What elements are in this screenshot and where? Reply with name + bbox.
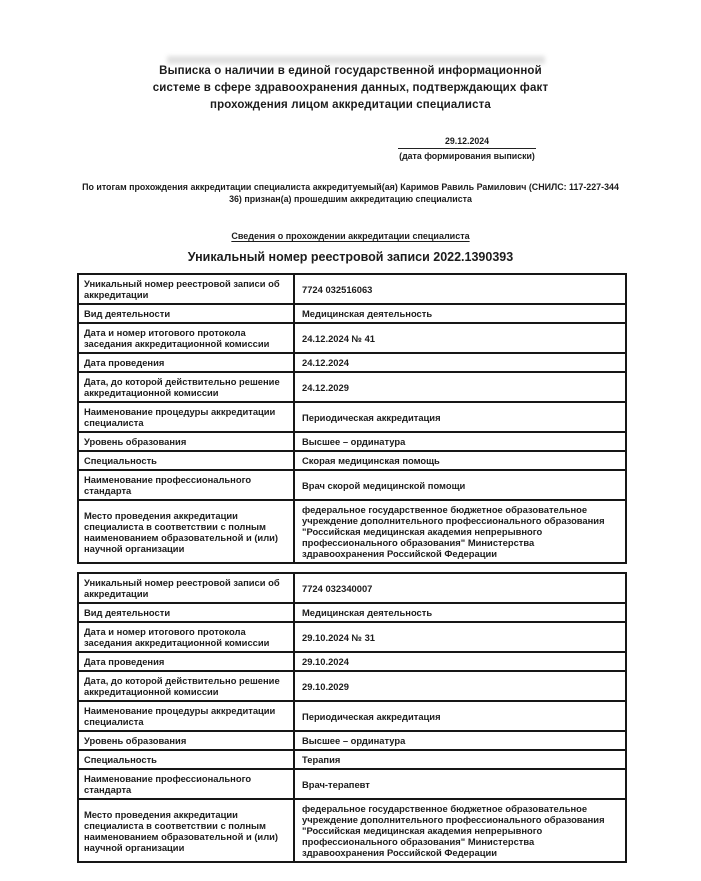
field-value: Периодическая аккредитация [294, 402, 626, 432]
field-value: Периодическая аккредитация [294, 701, 626, 731]
document-title-line-3: прохождения лицом аккредитации специалиста [210, 99, 491, 111]
table-row [78, 799, 626, 862]
field-label: Уникальный номер реестровой записи об аккредитации [78, 573, 294, 603]
field-value: федеральное государственное бюджетное образовательное учреждение дополнительного профессионального образования "Российская медицинская академия непрерывного профессионального образования" Министерства здравоохранения Российской Федерации [294, 799, 626, 862]
table-row [78, 432, 626, 451]
field-value: Высшее – ординатура [294, 432, 626, 451]
field-label: Место проведения аккредитации специалиста в соответствии с полным наименованием образовательной и (или) научной организации [78, 799, 294, 862]
table-row [78, 304, 626, 323]
field-label: Наименование процедуры аккредитации специалиста [78, 701, 294, 731]
field-value: 7724 032340007 [294, 573, 626, 603]
scan-artifact [167, 56, 545, 64]
field-value: 29.10.2024 [294, 652, 626, 671]
field-label: Вид деятельности [78, 603, 294, 622]
field-value: 7724 032516063 [294, 274, 626, 304]
field-value: 24.12.2029 [294, 372, 626, 402]
field-label: Дата, до которой действительно решение аккредитационной комиссии [78, 372, 294, 402]
table-row [78, 402, 626, 432]
field-value: Высшее – ординатура [294, 731, 626, 750]
accreditation-record-table-2 [77, 572, 627, 863]
field-value: федеральное государственное бюджетное образовательное учреждение дополнительного профессионального образования "Российская медицинская академия непрерывного профессионального образования" Министерства здравоохранения Российской Федерации [294, 500, 626, 563]
table-row [78, 353, 626, 372]
accreditation-record-table-1 [77, 273, 627, 564]
field-label: Уникальный номер реестровой записи об аккредитации [78, 274, 294, 304]
table-row [78, 750, 626, 769]
table-row [78, 652, 626, 671]
field-value: Врач-терапевт [294, 769, 626, 799]
field-label: Дата и номер итогового протокола заседания аккредитационной комиссии [78, 323, 294, 353]
table-row [78, 372, 626, 402]
field-value: Терапия [294, 750, 626, 769]
table-row [78, 451, 626, 470]
table-row [78, 603, 626, 622]
field-label: Наименование профессионального стандарта [78, 769, 294, 799]
extract-date-caption: (дата формирования выписки) [399, 151, 535, 161]
field-value: 24.12.2024 [294, 353, 626, 372]
field-label: Уровень образования [78, 731, 294, 750]
table-row [78, 323, 626, 353]
field-value: Скорая медицинская помощь [294, 451, 626, 470]
field-value: Медицинская деятельность [294, 304, 626, 323]
field-label: Место проведения аккредитации специалиста в соответствии с полным наименованием образовательной и (или) научной организации [78, 500, 294, 563]
field-value: 29.10.2029 [294, 671, 626, 701]
field-label: Дата проведения [78, 353, 294, 372]
field-value: Медицинская деятельность [294, 603, 626, 622]
field-label: Уровень образования [78, 432, 294, 451]
table-row [78, 500, 626, 563]
table-row [78, 731, 626, 750]
table-row [78, 769, 626, 799]
accreditation-summary-text: По итогам прохождения аккредитации специалиста аккредитуемый(ая) Каримов Равиль Рамилович (СНИЛС: 117-227-344 36) признан(а) прошедшим аккредитацию специалиста [82, 182, 619, 204]
field-label: Дата проведения [78, 652, 294, 671]
section-heading: Сведения о прохождении аккредитации специалиста [231, 231, 470, 241]
field-label: Вид деятельности [78, 304, 294, 323]
extract-date-block [391, 136, 543, 162]
field-label: Специальность [78, 451, 294, 470]
registry-number-heading: Уникальный номер реестровой записи 2022.1390393 [187, 250, 514, 264]
field-label: Наименование процедуры аккредитации специалиста [78, 402, 294, 432]
field-label: Наименование профессионального стандарта [78, 470, 294, 500]
field-value: 24.12.2024 № 41 [294, 323, 626, 353]
extract-date-value: 29.12.2024 [398, 136, 536, 149]
document-title-line-2: системе в сфере здравоохранения данных, подтверждающих факт [152, 82, 549, 94]
field-label: Дата, до которой действительно решение аккредитационной комиссии [78, 671, 294, 701]
document-title-line-1: Выписка о наличии в единой государственной информационной [159, 65, 542, 77]
table-row [78, 622, 626, 652]
table-row [78, 701, 626, 731]
field-value: Врач скорой медицинской помощи [294, 470, 626, 500]
table-row [78, 470, 626, 500]
table-row [78, 671, 626, 701]
table-row [78, 274, 626, 304]
field-label: Специальность [78, 750, 294, 769]
field-label: Дата и номер итогового протокола заседания аккредитационной комиссии [78, 622, 294, 652]
table-row [78, 573, 626, 603]
field-value: 29.10.2024 № 31 [294, 622, 626, 652]
